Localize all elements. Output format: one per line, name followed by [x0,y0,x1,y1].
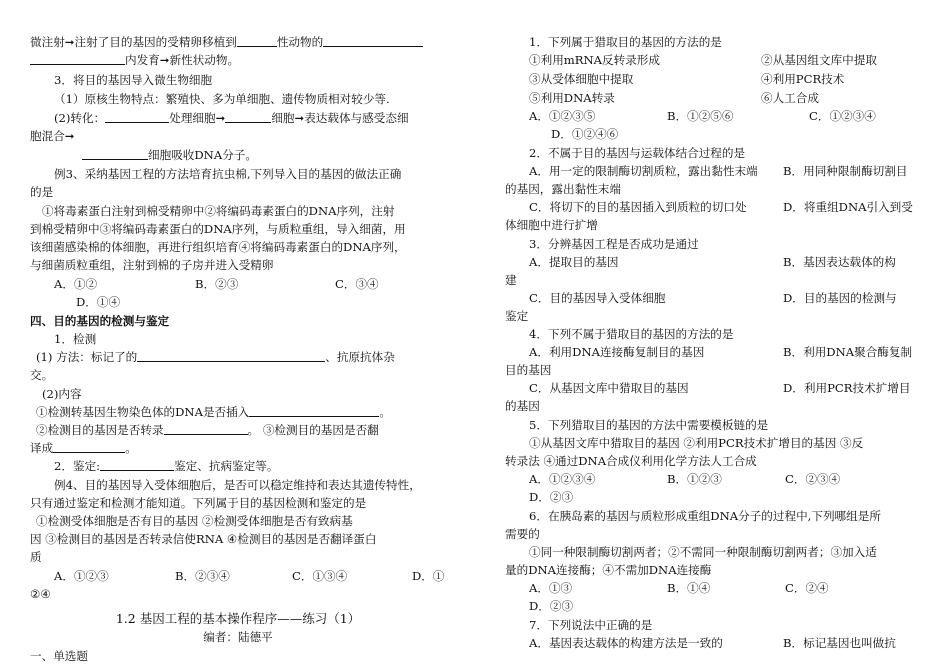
text-line: ①检测受体细胞是否有目的基因 ②检测受体细胞是否有致病基 [36,514,353,528]
options-line [30,568,446,584]
option-c: C．②③④ [785,472,841,486]
option-c: C．①②③④ [809,109,876,123]
text-line: 的是 [30,185,54,199]
options-line: C．将切下的目的基因插入到质粒的切口处 D．将重组DNA引入到受 [529,200,913,214]
text-line: 内发育➞新性状动物。 [30,52,446,68]
text-line: ②检测目的基因是否转录 。 ③检测目的基因是否翻 [36,423,379,437]
option-d: D．②③ [529,599,574,613]
option-b: B．①②⑤⑥ [667,109,734,123]
option-b: B．①②③ [667,472,722,486]
text-line: 细胞吸收DNA分子。 [30,147,446,163]
fill-blank [249,405,379,417]
question-stem: 4．下列不属于猎取目的基因的方法的是 [529,327,734,341]
text-line: ①检测转基因生物染色体的DNA是否插入 。 [36,405,391,419]
text-line: 只有通过鉴定和检测才能知道。下列属于目的基因检测和鉴定的是 [30,496,367,510]
text-line: 交。 [30,368,54,382]
question-stem: 6．在胰岛素的基因与质粒形成重组DNA分子的过程中,下列哪组是所 [529,509,881,523]
section-heading: 一、单选题 [30,649,88,663]
text-line: 该细菌感染棉的体细胞，再进行组织培育④将编码毒素蛋白的DNA序列， [30,240,406,254]
option-c: C．③④ [335,277,379,291]
text-line: ②④ [30,587,51,601]
option-a: A．①②③ [54,569,109,583]
options-line: ⑤利用DNA转录 ⑥人工合成 [529,91,819,105]
text-line: （1）原核生物特点：繁殖快、多为单细胞、遗传物质相对较少等. [54,92,390,106]
option-b: B．①④ [667,581,711,595]
question-stem: 3．分辨基因工程是否成功是通过 [529,237,699,251]
fill-blank [82,148,148,160]
options-line: C．从基因文库中猎取目的基因 D．利用PCR技术扩增目 [529,381,911,395]
fill-blank [100,459,174,471]
text-line: 建 [505,273,517,287]
option-d: D．②③ [529,490,574,504]
text-line: 的基因 [505,399,540,413]
question-stem: 2．不属于目的基因与运载体结合过程的是 [529,146,746,160]
options-line [505,471,920,487]
text-line: 因 ③检测目的基因是否转录信使RNA ④检测目的基因是否翻译蛋白 [30,532,377,546]
options-line: C．目的基因导入受体细胞 D．目的基因的检测与 [529,291,897,305]
page-title: 1.2 基因工程的基本操作程序——练习（1） [115,611,361,626]
text-line: 体细胞中进行扩增 [505,218,598,232]
options-line: A．利用DNA连接酶复制目的基因 B．利用DNA聚合酶复制 [529,345,913,359]
options-line: ③从受体细胞中提取 ④利用PCR技术 [529,72,845,86]
options-line: A．提取目的基因 B．基因表达载体的构 [529,255,896,269]
options-line [30,276,446,292]
fill-blank [323,35,423,47]
option-a: A．①②③④ [529,472,596,486]
option-a: A．①③ [529,581,573,595]
fill-blank [225,111,271,123]
text-line: 例3、采纳基因工程的方法培育抗虫棉,下列导入目的基因的做法正确 [54,167,402,181]
text-line: ①从基因文库中猎取目的基因 ②利用PCR技术扩增目的基因 ③反 [529,436,864,450]
text-line: 与细菌质粒重组，注射到棉的子房并进入受精卵 [30,258,274,272]
fill-blank [164,423,248,435]
section-heading: 四、目的基因的检测与鉴定 [30,314,170,328]
author-line: 编者：陆德平 [203,630,273,644]
fill-blank [105,111,169,123]
option-d: D．① [412,569,445,583]
text-line: (2)内容 [42,387,82,401]
option-b: B．②③ [195,277,239,291]
option-c: C．②④ [785,581,829,595]
options-line: A．基因表达载体的构建方法是一致的 B．标记基因也叫做抗 [529,636,896,650]
text-line: 到棉受精卵中③将编码毒素蛋白的DNA序列，与质粒重组，导入细菌，用 [30,222,406,236]
option-a: A．①② [54,277,98,291]
text-line: (1) 方法：标记了的 、抗原抗体杂 [36,350,395,364]
fill-blank [237,35,277,47]
text-line: 质 [30,550,42,564]
option-b: B．②③④ [175,569,230,583]
fill-blank [137,350,325,362]
text-line: 胞混合➞ [30,129,75,143]
option-a: A．①②③⑤ [529,109,596,123]
fill-blank [30,53,125,65]
options-line: A．用一定的限制酶切割质粒，露出黏性末端 B．用同种限制酶切割目 [529,164,908,178]
text-line: 量的DNA连接酶；④不需加DNA连接酶 [505,563,712,577]
text-line: ①将毒素蛋白注射到棉受精卵中②将编码毒素蛋白的DNA序列，注射 [42,204,395,218]
options-line [505,108,920,124]
text-line: 微注射➞注射了目的基因的受精卵移植到 性动物的 [30,34,446,50]
options-line: ①利用mRNA反转录形成 ②从基因组文库中提取 [529,53,877,67]
question-stem: 7．下列说法中正确的是 [529,618,653,632]
option-d: D．①④ [76,295,121,309]
question-stem: 5．下列猎取目的基因的方法中需要模板链的是 [529,418,769,432]
text-line: 的基因，露出黏性末端 [505,182,621,196]
text-line: 译成 。 [30,441,137,455]
text-line: 例4、目的基因导入受体细胞后，是否可以稳定维持和表达其遗传特性， [54,478,421,492]
fill-blank [53,441,125,453]
text-line: 2．鉴定: 鉴定、抗病鉴定等。 [54,459,279,473]
text-line: 转录法 ④通过DNA合成仪利用化学方法人工合成 [505,454,757,468]
option-d: D．①②④⑥ [551,127,619,141]
text-line: 鉴定 [505,309,529,323]
options-line [505,580,920,596]
text-line: (2)转化： 处理细胞➞ 细胞➞表达载体与感受态细 [54,111,409,125]
text-line: 需要的 [505,527,540,541]
option-c: C．①③④ [292,569,348,583]
question-stem: 1．下列属于猎取目的基因的方法的是 [529,35,722,49]
text-line: 1．检测 [54,332,97,346]
text-line: ①同一种限制酶切割两者；②不需同一种限制酶切割两者；③加入适 [529,545,877,559]
text-line: 目的基因 [505,363,552,377]
text-line: 3．将目的基因导入微生物细胞 [54,73,213,87]
